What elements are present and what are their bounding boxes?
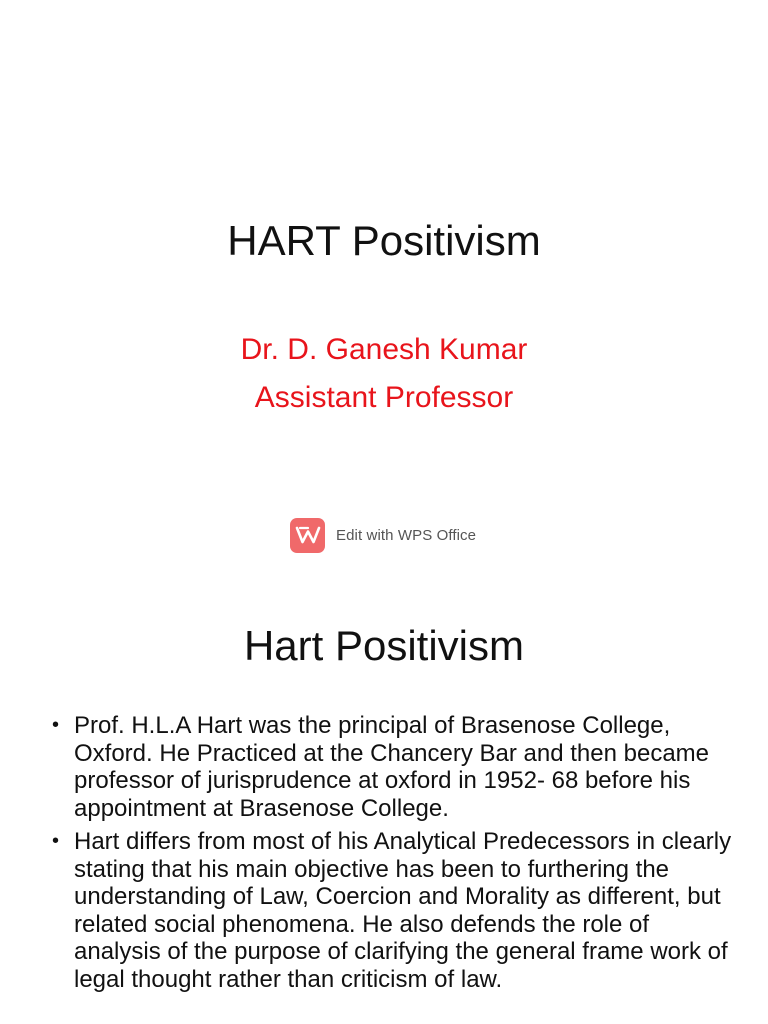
slide-title: HART Positivism: [227, 217, 541, 264]
list-item: [52, 828, 742, 993]
bullet-text: Prof. H.L.A Hart was the principal of Brasenose College, Oxford. He Practiced at the Chancery Bar and then became professor of jurisprudence at oxford in 1952- 68 before his appointment at Brasenose College.: [74, 712, 710, 822]
wps-watermark-text: Edit with WPS Office: [336, 526, 477, 544]
author-name: Dr. D. Ganesh Kumar: [240, 333, 528, 366]
list-item: [52, 712, 742, 822]
author-role: Assistant Professor: [254, 381, 514, 414]
bullet-icon: •: [52, 830, 60, 852]
bullet-icon: •: [52, 714, 60, 736]
bullet-list: [52, 712, 742, 999]
wps-w-icon: [290, 518, 325, 553]
bullet-text: Hart differs from most of his Analytical Predecessors in clearly stating that his main objective has been to furthering the understanding of Law, Coercion and Morality as different, but related social phenomena. He also defends the role of analysis of the purpose of clarifying the general frame work of legal thought rather than criticism of law.: [74, 828, 732, 993]
slide-title: Hart Positivism: [243, 622, 525, 669]
wps-watermark[interactable]: [290, 517, 476, 553]
